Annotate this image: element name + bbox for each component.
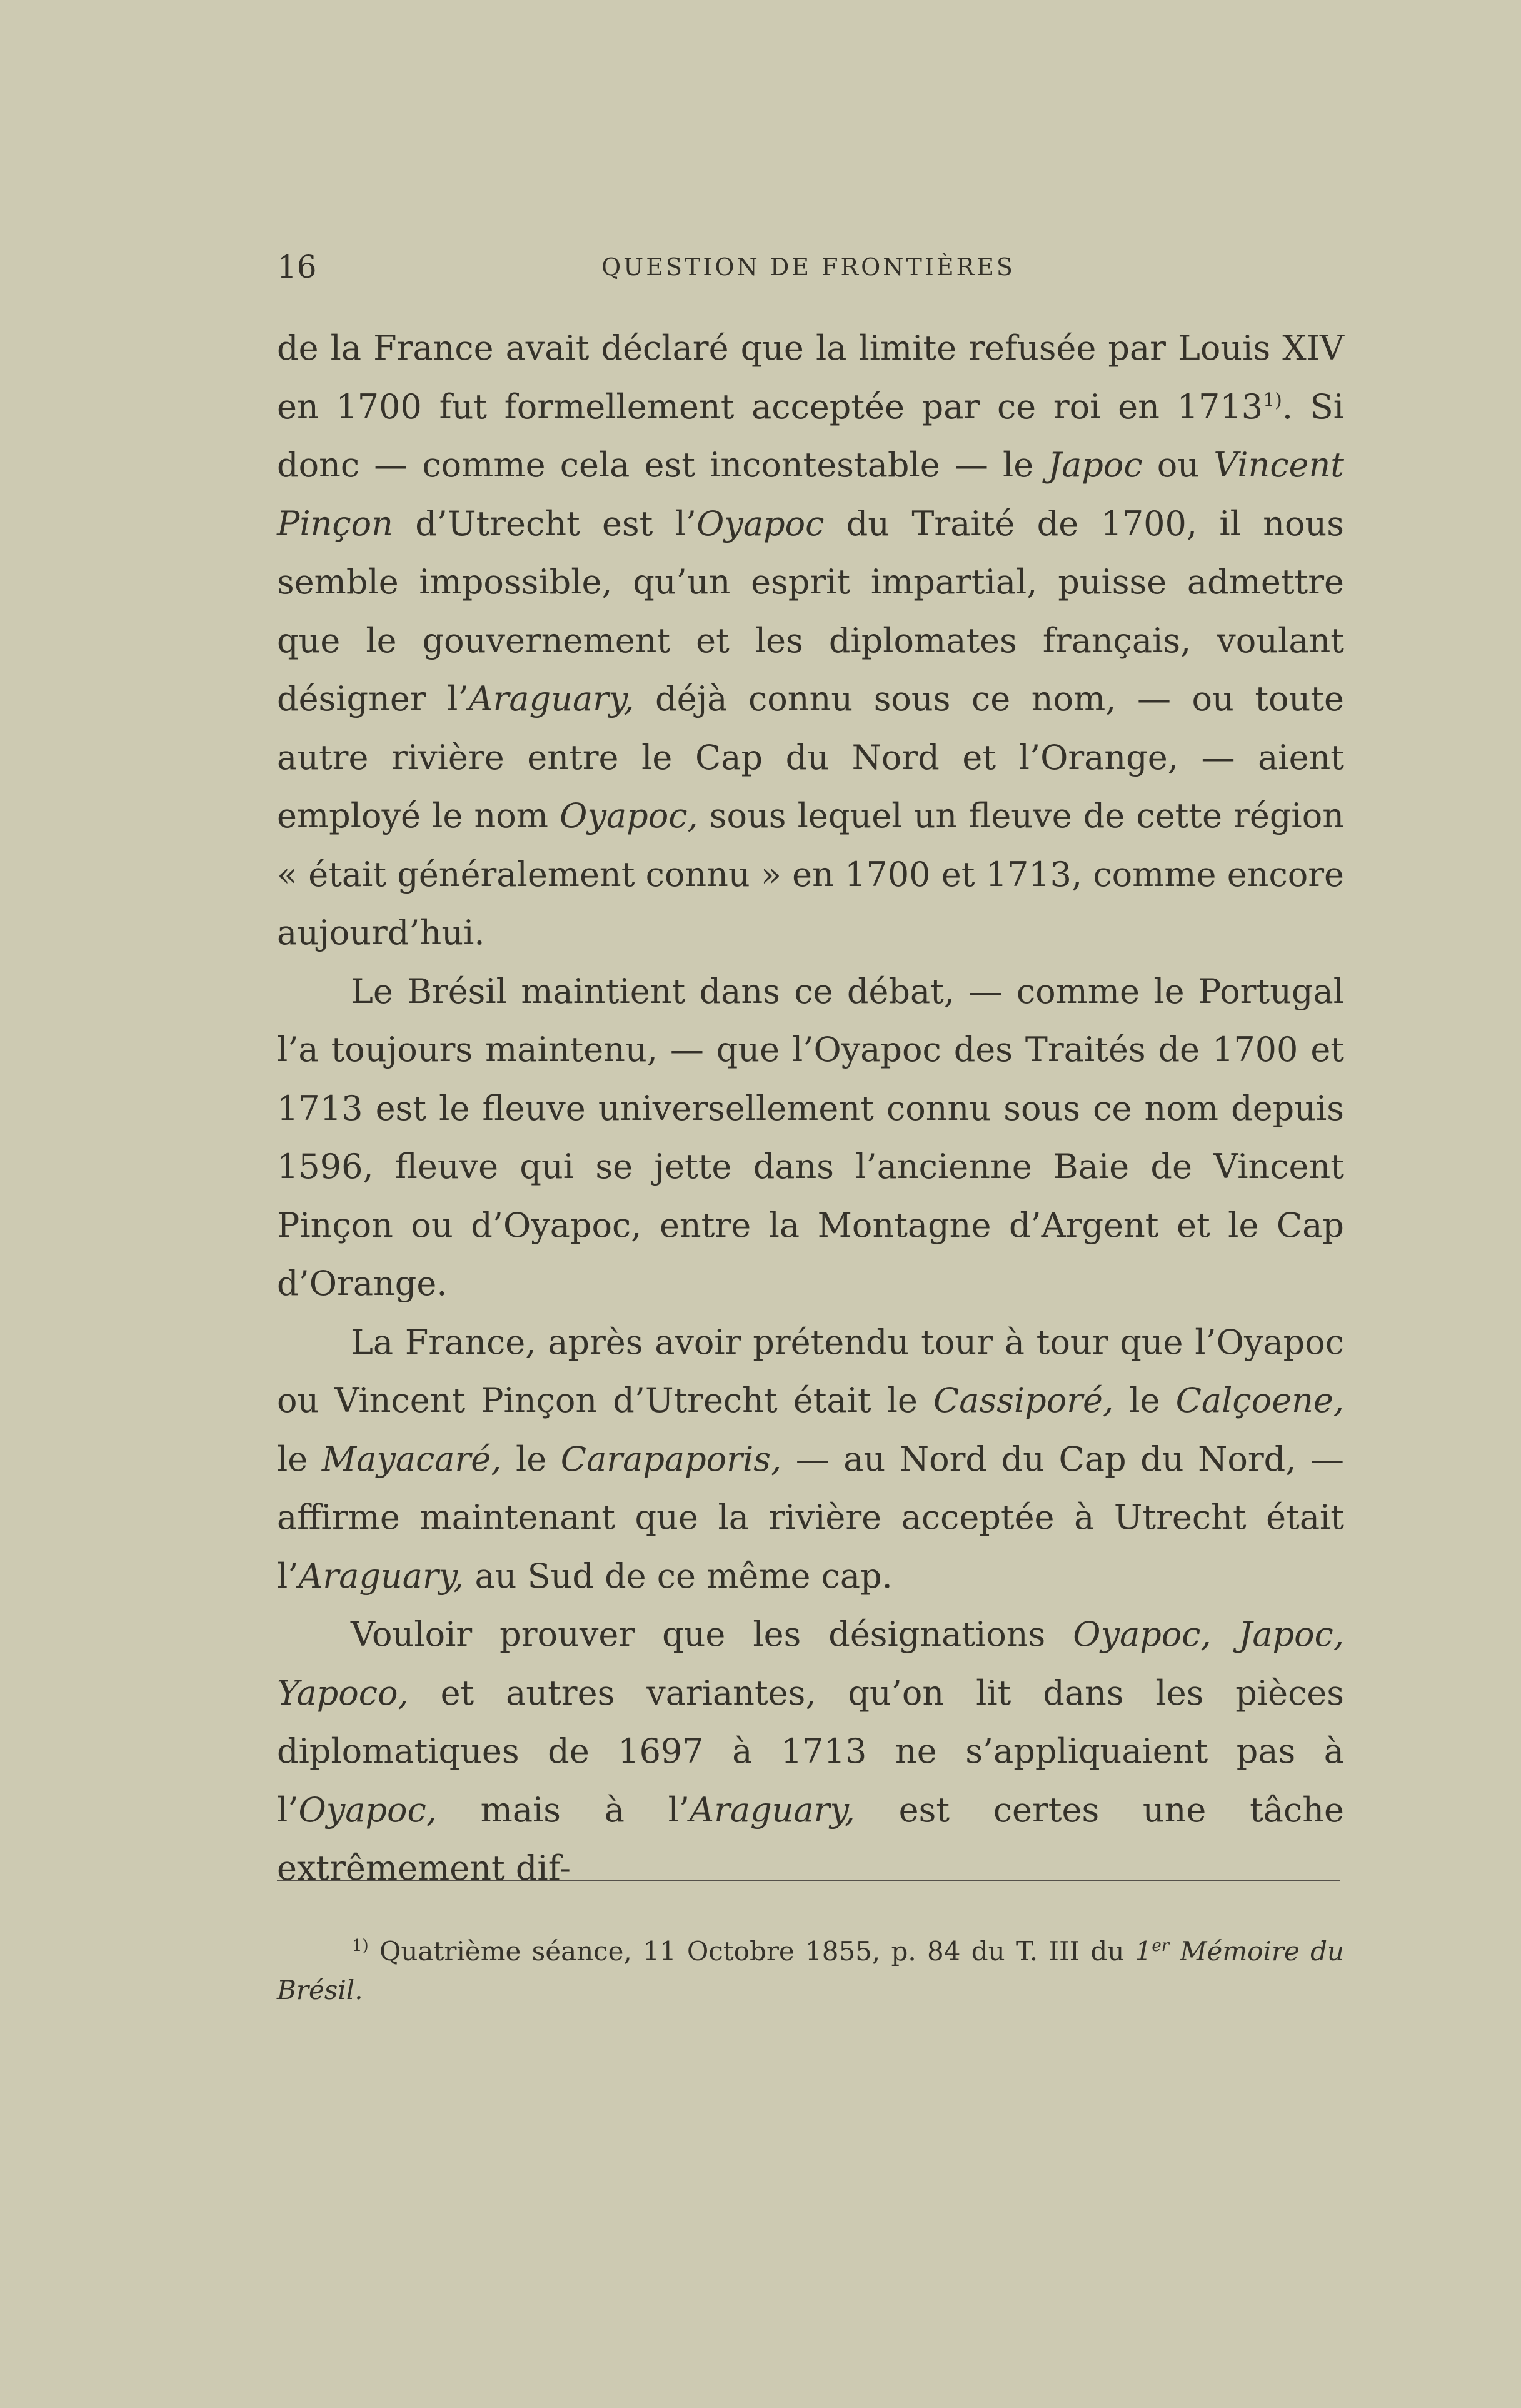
italic-term: Calçoene, (1175, 1381, 1344, 1420)
page-number: 16 (277, 249, 317, 285)
italic-term: Oyapoc (696, 503, 825, 543)
paragraph (277, 319, 1344, 962)
footnote-ordinal-number: 1 (1135, 1936, 1152, 1967)
footnote-text: Quatrième séance, 11 Octobre 1855, p. 84 du T. III du (368, 1936, 1135, 1967)
body-text (277, 319, 1344, 1898)
text-run: La France, après avoir prétendu tour à tour que l’Oyapoc ou Vincent Pinçon d’Utrecht était le (277, 1322, 1344, 1420)
text-run: et autres variantes, qu’on lit dans les pièces diplomatiques de 1697 à 1713 ne s’appliquaient pas à l’ (277, 1673, 1344, 1830)
text-run: ou (1142, 445, 1214, 485)
italic-term: Araguary, (690, 1790, 855, 1830)
italic-term: Mayacaré, (321, 1439, 502, 1479)
text-run: au Sud de ce même cap. (464, 1556, 893, 1596)
page-header (277, 245, 1340, 289)
text-run: d’Utrecht est l’ (393, 503, 697, 543)
paragraph (277, 1605, 1344, 1898)
footnote-divider (277, 1880, 1340, 1881)
footnote-ordinal (1135, 1936, 1170, 1967)
italic-term: Cassiporé, (933, 1381, 1114, 1420)
italic-term: Vincent Pinçon (277, 445, 1344, 543)
text-run: . Si donc — comme cela est incontestable — le (277, 386, 1345, 485)
footnote-marker: 1) (352, 1937, 369, 1955)
text-run: le (277, 1439, 322, 1479)
text-run: mais à l’ (436, 1790, 690, 1830)
footnote-title: Mémoire du Brésil. (277, 1936, 1344, 2005)
italic-term: Oyapoc, (298, 1790, 437, 1830)
paragraph (277, 962, 1344, 1313)
text-run: du Traité de 1700, il nous semble impossible, qu’un esprit impartial, puisse admettre que le gouvernement et les diplomates français, voulant désigner l’ (277, 503, 1344, 718)
footnote-ordinal-suffix: er (1152, 1937, 1170, 1955)
italic-term: Japoc (1048, 445, 1143, 485)
text-run: est certes une tâche extrêmement dif- (277, 1790, 1344, 1888)
text-run: Vouloir prouver que les désignations (351, 1615, 1073, 1654)
italic-term: Oyapoc, (560, 796, 698, 835)
footnote-reference: 1) (1263, 389, 1282, 411)
text-run: déjà connu sous ce nom, — ou toute autre rivière entre le Cap du Nord et l’Orange, — aient employé le nom (277, 679, 1344, 835)
text-run: sous lequel un fleuve de cette région « était généralement connu » en 1700 et 1713, comme encore aujourd’hui. (277, 796, 1344, 952)
text-run: le (501, 1439, 561, 1479)
text-run: Le Brésil maintient dans ce débat, — comme le Portugal l’a toujours maintenu, — que l’Oyapoc des Traités de 1700 et 1713 est le fleuve universellement connu sous ce nom depuis 1596, fleuve qui se jette dans l’ancienne Baie de Vincent Pinçon ou d’Oyapoc, entre la Montagne d’Argent et le Cap d’Orange. (277, 971, 1344, 1303)
text-run: — au Nord du Cap du Nord, — affirme maintenant que la rivière acceptée à Utrecht était l’ (277, 1439, 1345, 1596)
italic-term: Carapaporis, (560, 1439, 782, 1479)
text-run: le (1113, 1381, 1176, 1420)
paragraph (277, 1313, 1344, 1606)
italic-term: Araguary, (298, 1556, 464, 1596)
running-head: QUESTION DE FRONTIÈRES (601, 253, 1015, 281)
italic-term: Araguary, (468, 679, 635, 718)
text-run: de la France avait déclaré que la limite refusée par Louis XIV en 1700 fut formellement acceptée par ce roi en 1713 (277, 328, 1344, 426)
italic-term: Oyapoc, Japoc, Yapoco, (277, 1615, 1345, 1713)
footnote (277, 1932, 1344, 2010)
